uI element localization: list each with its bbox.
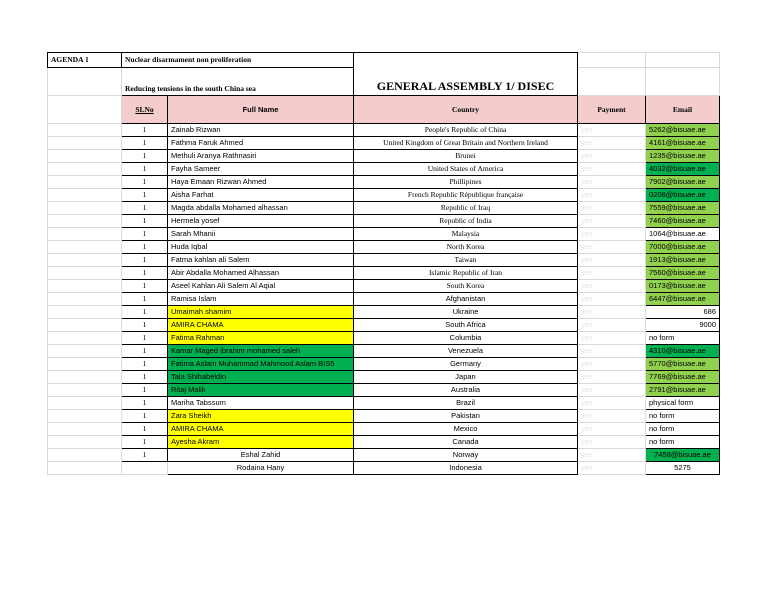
empty-cell [48,176,122,189]
empty-cell [48,280,122,293]
name-cell: Fathma Faruk Ahmed [168,137,354,150]
slno-cell [122,462,168,475]
empty-cell [48,163,122,176]
empty-cell [48,371,122,384]
country-cell: Pakistan [354,410,578,423]
committee-title: GENERAL ASSEMBLY 1/ DISEC [354,53,578,96]
agenda-row [48,53,720,68]
country-cell: People's Republic of China [354,124,578,137]
country-cell: North Korea [354,241,578,254]
name-cell: Huda Iqbal [168,241,354,254]
empty-cell [48,345,122,358]
table-row [48,293,720,306]
empty-cell [48,68,122,96]
slno-cell: 1 [122,189,168,202]
slno-cell: 1 [122,410,168,423]
empty-cell [48,189,122,202]
name-cell: Methuli Aranya Rathnasiri [168,150,354,163]
email-cell: 7559@bisuae.ae [646,202,720,215]
empty-cell [48,228,122,241]
empty-cell [48,293,122,306]
empty-cell [48,462,122,475]
table-row [48,332,720,345]
empty-cell [48,150,122,163]
table-row [48,371,720,384]
payment-cell: yes [578,228,646,241]
empty-cell [48,254,122,267]
email-cell: 7458@bisuae.ae [646,449,720,462]
slno-cell: 1 [122,293,168,306]
country-cell: Ukraine [354,306,578,319]
table-row [48,397,720,410]
empty-cell [48,436,122,449]
country-cell: Australia [354,384,578,397]
slno-cell: 1 [122,332,168,345]
name-cell: Ayesha Akram [168,436,354,449]
email-cell: 7902@bisuae.ae [646,176,720,189]
country-cell: United States of America [354,163,578,176]
name-cell: Fayha Sameer [168,163,354,176]
email-cell: 9000 [646,319,720,332]
name-cell: Haya Emaan Rizwan Ahmed [168,176,354,189]
email-cell: 7460@bisuae.ae [646,215,720,228]
payment-cell: yes [578,449,646,462]
empty-cell [646,68,720,96]
spreadsheet [47,52,720,475]
payment-cell: yes [578,137,646,150]
table-row [48,254,720,267]
name-cell: Hermela yosef [168,215,354,228]
name-cell: Ramisa Islam [168,293,354,306]
payment-cell: yes [578,345,646,358]
payment-cell: yes [578,254,646,267]
empty-cell [48,397,122,410]
payment-cell: yes [578,397,646,410]
name-cell: Fatma kahlan ali Salem [168,254,354,267]
agenda-label: AGENDA 1 [48,53,122,68]
email-cell: 2791@bisuae.ae [646,384,720,397]
country-cell: United Kingdom of Great Britain and Northern Ireland [354,137,578,150]
payment-cell: yes [578,319,646,332]
payment-cell: yes [578,306,646,319]
slno-cell: 1 [122,215,168,228]
slno-cell: 1 [122,423,168,436]
empty-cell [48,423,122,436]
empty-cell [48,124,122,137]
empty-cell [48,306,122,319]
email-cell: 4032@bisuae.ae [646,163,720,176]
country-cell: Japan [354,371,578,384]
name-cell: Zainab Rizwan [168,124,354,137]
slno-cell: 1 [122,124,168,137]
name-cell: Zara Sheikh [168,410,354,423]
payment-cell: yes [578,436,646,449]
empty-cell [48,215,122,228]
country-cell: Columbia [354,332,578,345]
payment-cell: yes [578,371,646,384]
table-row [48,423,720,436]
slno-cell: 1 [122,150,168,163]
country-cell: South Korea [354,280,578,293]
email-cell: 7769@bisuae.ae [646,371,720,384]
country-cell: Islamic Republic of Iran [354,267,578,280]
payment-cell: yes [578,150,646,163]
slno-cell: 1 [122,384,168,397]
empty-cell [646,53,720,68]
email-cell: 5770@bisuae.ae [646,358,720,371]
name-cell: Kamar Maged ibrahim mohamed saleh [168,345,354,358]
slno-cell: 1 [122,267,168,280]
slno-cell: 1 [122,254,168,267]
table-row [48,319,720,332]
email-cell: 0173@bisuae.ae [646,280,720,293]
name-cell: Rodaina Hany [168,462,354,475]
name-cell: Aseel Kahlan Ali Salem Al Aqial [168,280,354,293]
header-country: Country [354,96,578,124]
name-cell: Abir Abdalla Mohamed Alhassan [168,267,354,280]
name-cell: AMIRA CHAMA [168,319,354,332]
payment-cell: yes [578,384,646,397]
empty-cell [48,410,122,423]
name-cell: Ritaj Malik [168,384,354,397]
table-row [48,436,720,449]
name-cell: Fatima Aslam Muhammad Mahmood Aslam BIS5 [168,358,354,371]
header-name: Full Name [168,96,354,124]
country-cell: Indonesia [354,462,578,475]
email-cell: 5262@bisuae.ae [646,124,720,137]
payment-cell: yes [578,124,646,137]
name-cell: AMIRA CHAMA [168,423,354,436]
name-cell: Tala Shihabeldin [168,371,354,384]
payment-cell: yes [578,176,646,189]
email-cell: 686 [646,306,720,319]
empty-cell [48,332,122,345]
name-cell: Fatima Rahman [168,332,354,345]
country-cell: Norway [354,449,578,462]
payment-cell: yes [578,332,646,345]
payment-cell: yes [578,280,646,293]
payment-cell: yes [578,293,646,306]
topic-2: Reducing tensions in the south China sea [122,68,354,96]
table-row [48,267,720,280]
slno-cell: 1 [122,397,168,410]
country-cell: Germany [354,358,578,371]
email-cell: 4161@bisuae.ae [646,137,720,150]
email-cell: 0208@bisuae.ae [646,189,720,202]
header-payment: Payment [578,96,646,124]
table-row [48,384,720,397]
slno-cell: 1 [122,319,168,332]
table-row [48,280,720,293]
email-cell: no form [646,410,720,423]
email-cell: 6447@bisuae.ae [646,293,720,306]
slno-cell: 1 [122,345,168,358]
name-cell: Umaimah shamim [168,306,354,319]
empty-cell [48,358,122,371]
empty-cell [48,319,122,332]
payment-cell: yes [578,163,646,176]
slno-cell: 1 [122,436,168,449]
header-row [48,96,720,124]
email-cell: no form [646,436,720,449]
header-email: Email [646,96,720,124]
slno-cell: 1 [122,137,168,150]
country-cell: Canada [354,436,578,449]
table-row [48,306,720,319]
slno-cell: 1 [122,306,168,319]
country-cell: Phillipines [354,176,578,189]
table-row [48,137,720,150]
slno-cell: 1 [122,202,168,215]
table-row [48,410,720,423]
email-cell: 1235@bisuae.ae [646,150,720,163]
empty-cell [48,137,122,150]
table-row [48,358,720,371]
payment-cell: yes [578,358,646,371]
slno-cell: 1 [122,280,168,293]
slno-cell: 1 [122,176,168,189]
empty-cell [578,68,646,96]
email-cell: 5275 [646,462,720,475]
table-row [48,345,720,358]
country-cell: Brazil [354,397,578,410]
country-cell: South Africa [354,319,578,332]
country-cell: Afghanistan [354,293,578,306]
country-cell: Mexico [354,423,578,436]
name-cell: Aisha Farhat [168,189,354,202]
payment-cell: yes [578,423,646,436]
email-cell: no form [646,423,720,436]
empty-cell [48,384,122,397]
payment-cell: yes [578,410,646,423]
header-slno: SLNo [122,96,168,124]
name-cell: Sarah Mhanii [168,228,354,241]
slno-cell: 1 [122,228,168,241]
empty-cell [578,53,646,68]
delegate-table [47,52,720,475]
name-cell: Mariha Tabssum [168,397,354,410]
slno-cell: 1 [122,371,168,384]
email-cell: 7560@bisuae.ae [646,267,720,280]
payment-cell: yes [578,241,646,254]
slno-cell: 1 [122,358,168,371]
empty-cell [48,241,122,254]
empty-cell [48,449,122,462]
email-cell: no form [646,332,720,345]
country-cell: Malaysia [354,228,578,241]
empty-cell [48,267,122,280]
payment-cell: yes [578,267,646,280]
email-cell: physical form [646,397,720,410]
payment-cell: yes [578,215,646,228]
email-cell: 1913@bisuae.ae [646,254,720,267]
slno-cell: 1 [122,241,168,254]
table-row [48,449,720,462]
email-cell: 1064@bisuae.ae [646,228,720,241]
name-cell: Magda abdalla Mohamed alhassan [168,202,354,215]
table-row [48,176,720,189]
table-row [48,215,720,228]
table-row [48,163,720,176]
table-row [48,124,720,137]
country-cell: Venezuela [354,345,578,358]
country-cell: Republic of India [354,215,578,228]
country-cell: Republic of Iraq [354,202,578,215]
table-row [48,202,720,215]
slno-cell: 1 [122,449,168,462]
payment-cell: yes [578,202,646,215]
table-row [48,241,720,254]
empty-cell [48,96,122,124]
country-cell: French Republic République française [354,189,578,202]
table-row [48,189,720,202]
name-cell: Eshal Zahid [168,449,354,462]
slno-cell: 1 [122,163,168,176]
email-cell: 4310@bisuae.ae [646,345,720,358]
email-cell: 7000@bisuae.ae [646,241,720,254]
country-cell: Taiwan [354,254,578,267]
payment-cell: yes [578,189,646,202]
payment-cell: yes [578,462,646,475]
table-row [48,462,720,475]
table-row [48,228,720,241]
table-row [48,150,720,163]
topic-1: Nuclear disarmament non proliferation [122,53,354,68]
empty-cell [48,202,122,215]
country-cell: Brunei [354,150,578,163]
